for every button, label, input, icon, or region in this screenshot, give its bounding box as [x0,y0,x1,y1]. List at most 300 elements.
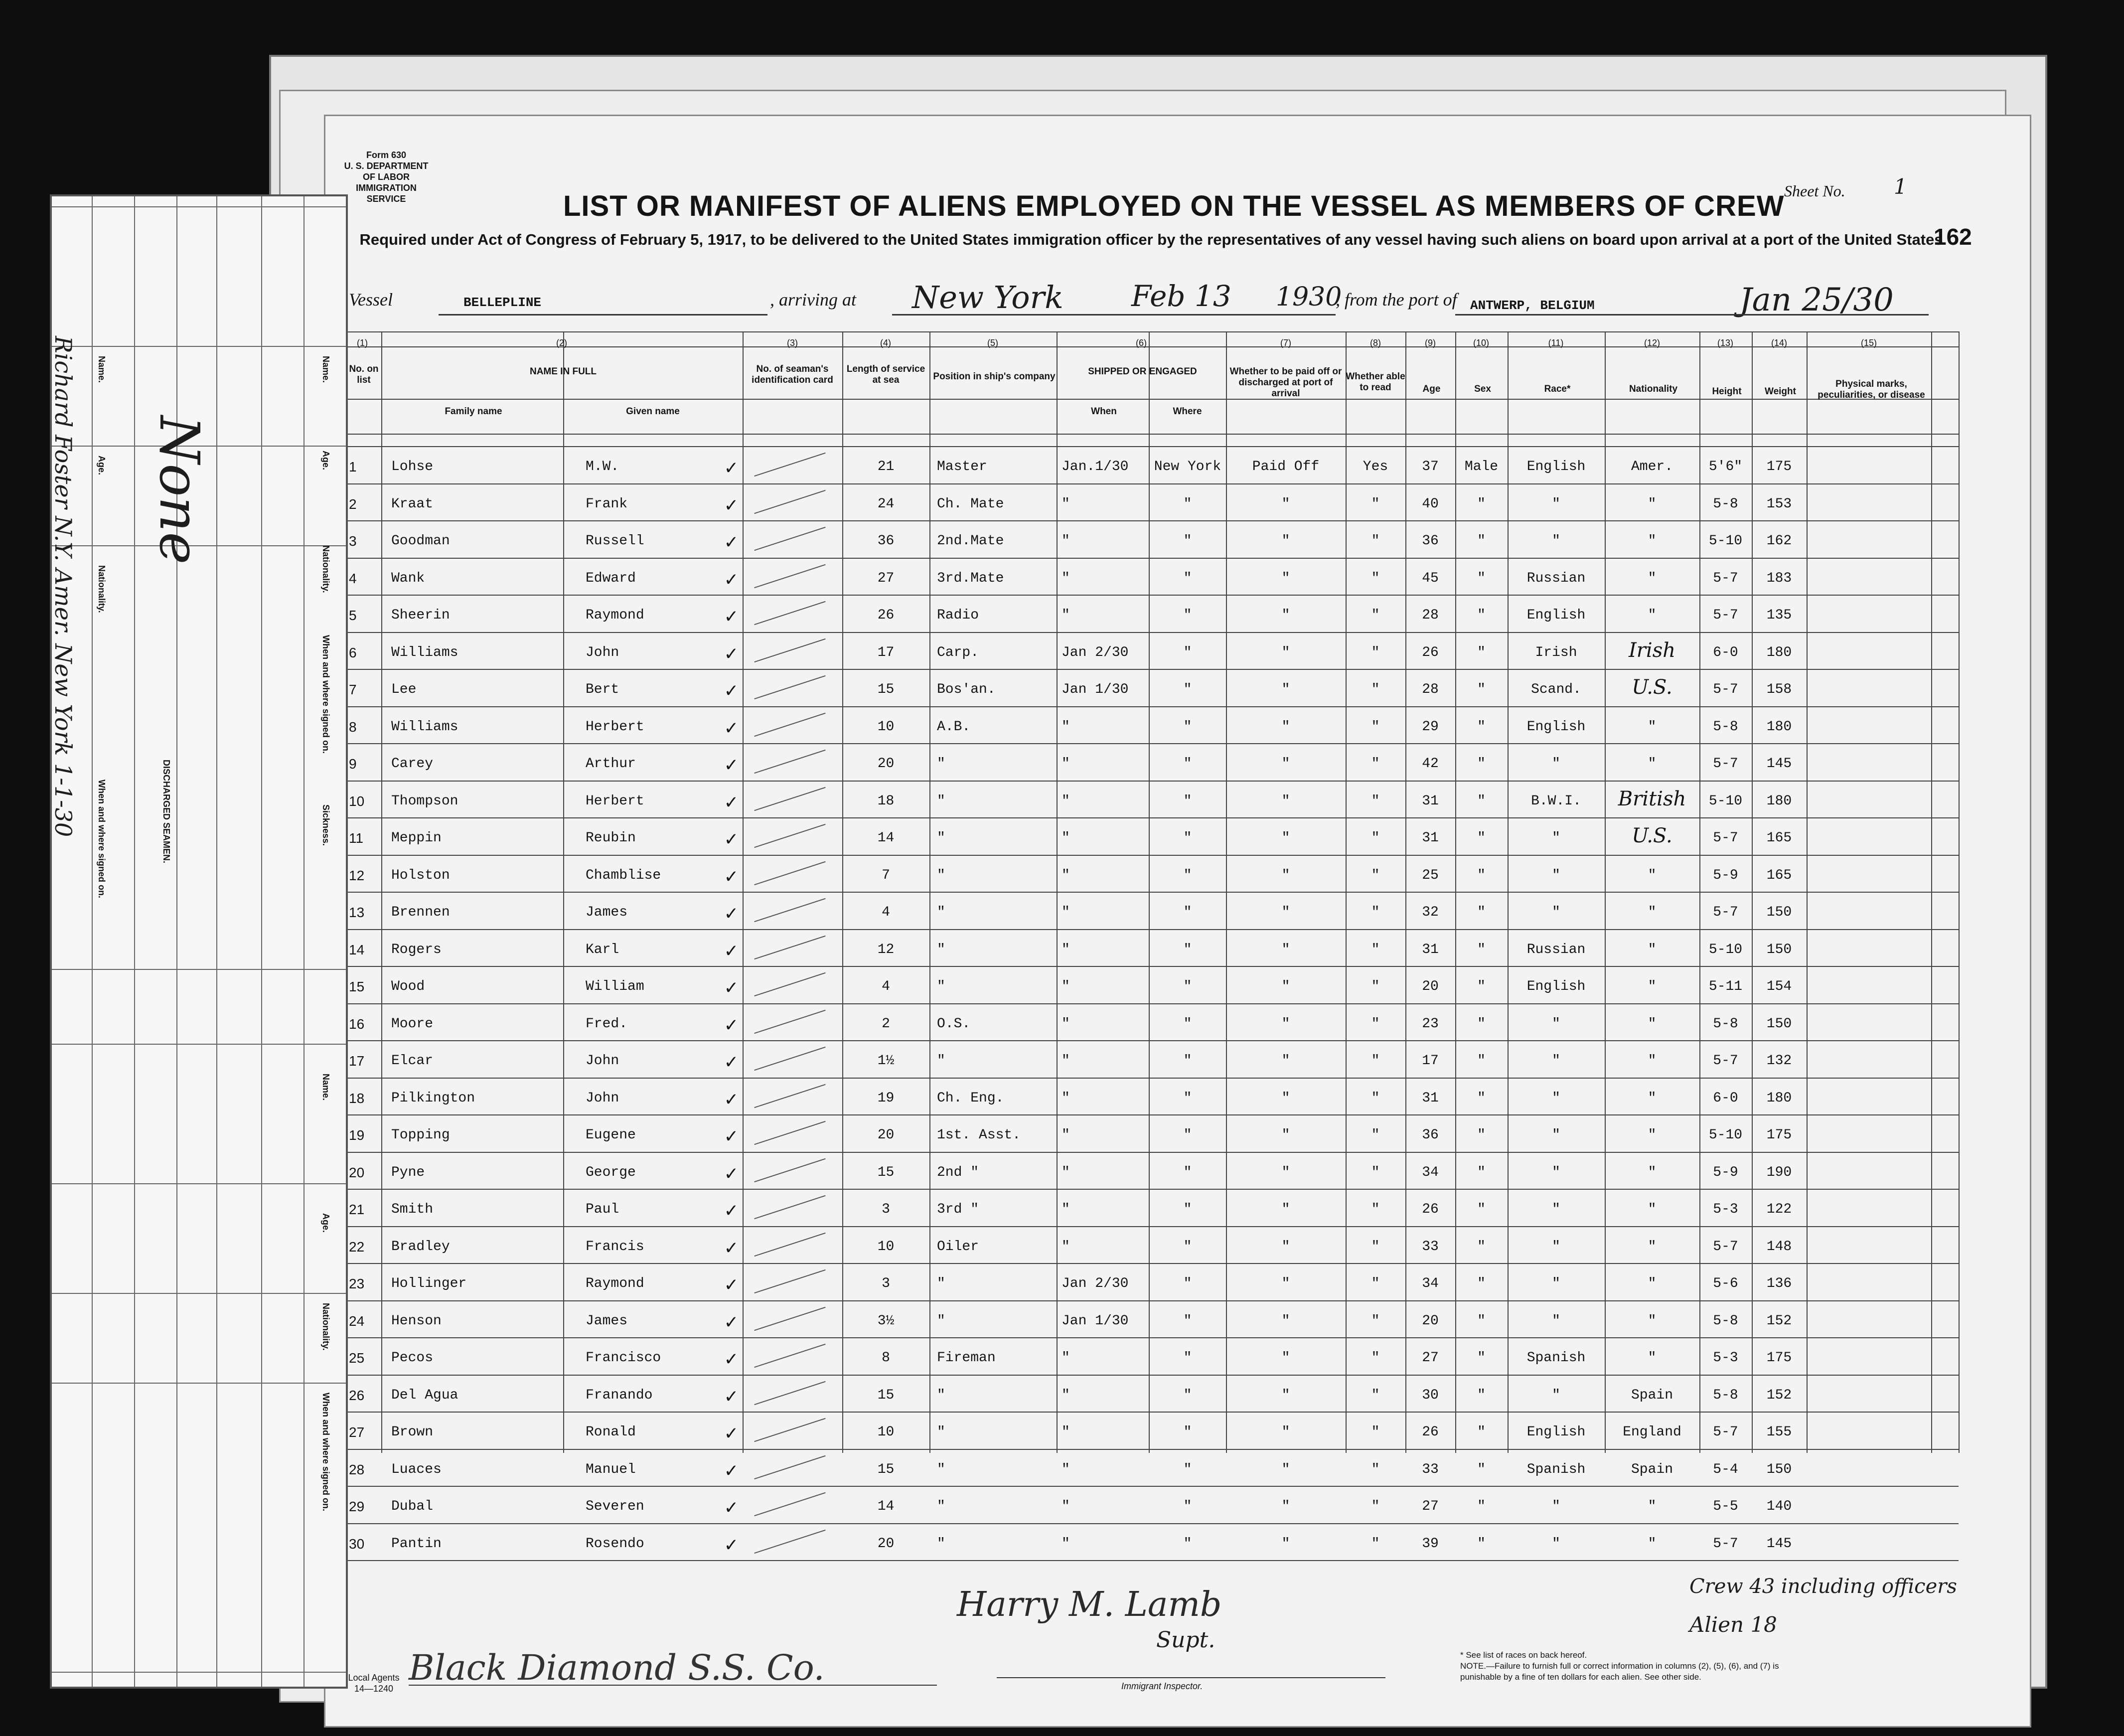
cell-ht: 5-3 [1713,1350,1738,1366]
cell-sex: " [1477,1053,1486,1069]
cell-sex: " [1477,496,1486,512]
discharged-row-rule [52,1293,346,1294]
cell-race: Spanish [1526,1350,1586,1366]
cell-wt: 180 [1766,645,1792,660]
cell-read: " [1371,719,1380,735]
cell-sex: Male [1464,459,1499,474]
cell-svc: 36 [877,533,895,549]
cell-nat: " [1648,608,1657,623]
cell-race: B.W.I. [1531,793,1581,809]
cell-ht: 5-9 [1713,1165,1738,1180]
cell-sex: " [1477,830,1486,846]
cell-svc: 20 [877,756,895,772]
check-mark-icon: ✓ [725,532,738,555]
cell-age: 40 [1422,496,1439,512]
check-mark-icon: ✓ [725,644,738,666]
check-mark-icon: ✓ [725,1275,738,1297]
discharged-age-label-2: Age. [97,456,107,475]
cell-wt: 153 [1766,496,1792,512]
cell-ht: 5-10 [1708,533,1743,549]
cell-when: " [1062,1536,1070,1552]
cell-race: English [1526,979,1586,994]
cell-race: Spanish [1526,1462,1586,1477]
cell-ht: 5-7 [1713,1424,1738,1440]
cell-ht: 5-8 [1713,1016,1738,1032]
form-header [339,150,434,204]
cell-sex: " [1477,793,1486,809]
cell-family: Topping [391,1127,450,1143]
cell-race: Russian [1526,571,1586,586]
cell-n: 20 [349,1165,365,1180]
cell-nat: " [1648,905,1657,920]
check-mark-icon: ✓ [725,1312,738,1335]
column-number: (6) [1136,338,1147,348]
table-row-rule [344,855,1959,856]
cell-when: " [1062,1053,1070,1069]
agents-underline [409,1685,937,1686]
cell-given: Herbert [586,793,644,809]
check-mark-icon: ✓ [725,978,738,1000]
cell-when: Jan 2/30 [1062,1276,1129,1291]
cell-sex: " [1477,1536,1486,1552]
column-number: (3) [787,338,798,348]
cell-read: " [1371,1165,1380,1180]
col-paid-header: Whether to be paid off or discharged at port of arrival [1229,366,1342,399]
cell-where: " [1183,1016,1192,1032]
cell-where: " [1183,608,1192,623]
cell-race: " [1552,1053,1560,1069]
cell-family: Smith [391,1202,434,1217]
cell-ht: 5-8 [1713,719,1738,735]
cell-paid: " [1281,868,1290,883]
cell-pos: " [937,1388,945,1403]
check-mark-icon: ✓ [725,829,738,852]
cell-age: 37 [1422,459,1439,474]
cell-where: " [1183,1499,1192,1514]
cell-when: " [1062,608,1070,623]
cell-where: New York [1154,459,1221,474]
table-row-rule [344,1300,1959,1301]
cell-nat: Spain [1631,1388,1673,1403]
cell-where: " [1183,830,1192,846]
cell-sex: " [1477,571,1486,586]
cell-when: " [1062,719,1070,735]
cell-ht: 5-7 [1713,608,1738,623]
cell-family: Del Agua [391,1388,458,1403]
cell-where: " [1183,571,1192,586]
discharged-row-rule [52,1383,346,1384]
cell-read: " [1371,608,1380,623]
cell-pos: " [937,830,945,846]
cell-given: Karl [586,942,619,957]
cell-svc: 3 [882,1276,890,1291]
cell-where: " [1183,868,1192,883]
cell-sex: " [1477,645,1486,660]
cell-when: " [1062,533,1070,549]
alien-note: Alien 18 [1689,1612,1777,1637]
cell-pos: Ch. Mate [937,496,1004,512]
cell-svc: 20 [877,1127,895,1143]
cell-n: 10 [349,793,365,809]
cell-age: 30 [1422,1388,1439,1403]
cell-ht: 5-5 [1713,1499,1738,1514]
page-title: LIST OR MANIFEST OF ALIENS EMPLOYED ON THE VESSEL AS MEMBERS OF CREW [563,190,1785,222]
cell-svc: 15 [877,1165,895,1180]
cell-given: Frank [586,496,628,512]
cell-where: " [1183,1462,1192,1477]
cell-svc: 18 [877,793,895,809]
cell-svc: 10 [877,1239,895,1255]
discharged-row-rule [52,1183,346,1184]
cell-family: Brennen [391,905,450,920]
cell-given: Herbert [586,719,644,735]
discharged-row-rule [52,969,346,970]
cell-n: 16 [349,1016,365,1032]
cell-sex: " [1477,1499,1486,1514]
col-nationality-header: Nationality [1629,384,1678,394]
check-mark-icon: ✓ [725,1164,738,1186]
cell-family: Hollinger [391,1276,467,1291]
cell-paid: " [1281,1091,1290,1106]
cell-read: " [1371,1424,1380,1440]
cell-wt: 136 [1766,1276,1792,1291]
discharged-column-rule [261,196,262,1687]
cell-where: " [1183,533,1192,549]
vessel-label: Vessel [349,290,393,310]
cell-nat: " [1648,942,1657,957]
cell-wt: 165 [1766,830,1792,846]
cell-paid: " [1281,1499,1290,1514]
cell-race: " [1552,1165,1560,1180]
cell-paid: " [1281,608,1290,623]
cell-nat: " [1648,1350,1657,1366]
check-mark-icon: ✓ [725,1090,738,1112]
col-position-header: Position in ship's company [933,371,1056,382]
cell-given: Eugene [586,1127,636,1143]
cell-age: 39 [1422,1536,1439,1552]
discharged-name-label: Name. [97,356,107,383]
check-mark-icon: ✓ [725,867,738,889]
cell-given: Fred. [586,1016,628,1032]
cell-read: " [1371,756,1380,772]
column-number: (14) [1771,338,1787,348]
cell-family: Bradley [391,1239,450,1255]
cell-ht: 5-7 [1713,756,1738,772]
cell-given: John [586,1091,619,1106]
cell-read: " [1371,793,1380,809]
cell-where: " [1183,793,1192,809]
cell-family: Williams [391,719,458,735]
cell-pos: " [937,1276,945,1291]
cell-wt: 140 [1766,1499,1792,1514]
table-row-rule [344,483,1959,484]
check-mark-icon: ✓ [725,1201,738,1223]
check-mark-icon: ✓ [725,941,738,963]
cell-pos: Radio [937,608,979,623]
cell-family: Sheerin [391,608,450,623]
discharged-row-rule [52,1672,346,1673]
check-mark-icon: ✓ [725,1461,738,1483]
signature-title: Supt. [1156,1627,1215,1653]
cell-family: Lohse [391,459,434,474]
cell-where: " [1183,1239,1192,1255]
cell-wt: 148 [1766,1239,1792,1255]
cell-read: " [1371,942,1380,957]
cell-sex: " [1477,942,1486,957]
cell-wt: 175 [1766,1350,1792,1366]
discharged-name-label-2: Name. [321,356,331,383]
cell-family: Elcar [391,1053,434,1069]
cell-wt: 135 [1766,608,1792,623]
discharged-when-label-2: When and where signed on. [97,780,107,899]
cell-read: " [1371,1239,1380,1255]
cell-read: Yes [1363,459,1388,474]
table-row-rule [344,781,1959,782]
cell-when: " [1062,1016,1070,1032]
cell-family: Wank [391,571,425,586]
cell-pos: " [937,1536,945,1552]
cell-sex: " [1477,979,1486,994]
cell-when: Jan 1/30 [1062,1313,1129,1329]
col-name-header: NAME IN FULL [529,366,597,377]
cell-age: 34 [1422,1165,1439,1180]
table-row-rule [344,1486,1959,1487]
vessel-underline [439,314,767,316]
cell-pos: 2nd " [937,1165,979,1180]
cell-ht: 5-10 [1708,942,1743,957]
table-row-rule [344,331,1959,332]
cell-svc: 8 [882,1350,890,1366]
cell-svc: 27 [877,571,895,586]
cell-paid: " [1281,1424,1290,1440]
cell-n: 4 [349,571,357,586]
cell-pos: Bos'an. [937,682,996,697]
cell-n: 28 [349,1462,365,1477]
cell-age: 31 [1422,1091,1439,1106]
cell-nat: " [1648,533,1657,549]
cell-family: Henson [391,1313,442,1329]
check-mark-icon: ✓ [725,755,738,778]
cell-read: " [1371,979,1380,994]
cell-age: 25 [1422,868,1439,883]
table-row-rule [344,669,1959,670]
discharged-nationality-label: Nationality. [321,545,331,593]
cell-wt: 165 [1766,868,1792,883]
cell-n: 13 [349,905,365,920]
cell-paid: " [1281,496,1290,512]
cell-race: " [1552,1536,1560,1552]
cell-nat: " [1648,1239,1657,1255]
form-number: Form 630 [366,150,407,160]
page-subtitle: Required under Act of Congress of February 5, 1917, to be delivered to the United States immigration officer by the representatives of any vessel having such aliens on board upon arrival at a port of the United States [359,231,1943,248]
discharged-age-label-3: Age. [321,1213,331,1233]
inspector-underline [997,1677,1385,1678]
cell-ht: 5-4 [1713,1462,1738,1477]
cell-age: 31 [1422,793,1439,809]
cell-read: " [1371,868,1380,883]
cell-wt: 175 [1766,459,1792,474]
arrival-date: Feb 13 [1131,279,1231,313]
cell-family: Dubal [391,1499,434,1514]
cell-sex: " [1477,1165,1486,1180]
col-read-header: Whether able to read [1346,371,1405,393]
cell-when: Jan 1/30 [1062,682,1129,697]
cell-n: 11 [349,830,364,846]
column-number: (7) [1280,338,1291,348]
cell-sex: " [1477,1202,1486,1217]
table-row-rule [344,434,1959,435]
cell-svc: 24 [877,496,895,512]
cell-n: 3 [349,533,357,549]
cell-svc: 20 [877,1536,895,1552]
cell-paid: " [1281,645,1290,660]
cell-sex: " [1477,1462,1486,1477]
cell-where: " [1183,1313,1192,1329]
cell-race: " [1552,1127,1560,1143]
cell-nat: U.S. [1632,824,1672,847]
discharged-column-rule [92,196,93,1687]
cell-given: Franando [586,1388,653,1403]
cell-ht: 6-0 [1713,645,1738,660]
cell-wt: 183 [1766,571,1792,586]
cell-where: " [1183,905,1192,920]
cell-read: " [1371,1462,1380,1477]
cell-ht: 5-7 [1713,1053,1738,1069]
cell-where: " [1183,719,1192,735]
cell-given: Paul [586,1202,619,1217]
table-row-rule [344,1449,1959,1450]
cell-given: Bert [586,682,619,697]
cell-n: 27 [349,1424,365,1440]
cell-paid: " [1281,682,1290,697]
cell-n: 14 [349,942,365,957]
cell-n: 17 [349,1053,365,1069]
cell-wt: 132 [1766,1053,1792,1069]
arriving-port: New York [912,279,1063,316]
column-number: (15) [1860,338,1877,348]
cell-age: 33 [1422,1239,1439,1255]
discharged-name-label-3: Name. [321,1074,331,1101]
cell-n: 15 [349,979,365,994]
cell-when: " [1062,979,1070,994]
cell-pos: " [937,1053,945,1069]
cell-when: Jan.1/30 [1062,459,1129,474]
column-number: (10) [1473,338,1489,348]
cell-pos: " [937,1462,945,1477]
cell-n: 21 [349,1202,365,1217]
check-mark-icon: ✓ [725,681,738,703]
cell-paid: " [1281,905,1290,920]
col-when-header: When [1091,406,1117,417]
cell-age: 32 [1422,905,1439,920]
table-row-rule [344,632,1959,633]
cell-age: 28 [1422,682,1439,697]
cell-svc: 10 [877,719,895,735]
from-label: , from the port of [1336,290,1457,310]
cell-given: John [586,645,619,660]
cell-svc: 1½ [877,1053,895,1069]
cell-family: Meppin [391,830,442,846]
cell-svc: 10 [877,1424,895,1440]
cell-wt: 152 [1766,1388,1792,1403]
cell-read: " [1371,1053,1380,1069]
cell-family: Pyne [391,1165,425,1180]
cell-race: English [1526,719,1586,735]
cell-given: Arthur [586,756,636,772]
cell-paid: " [1281,1388,1290,1403]
discharged-handwritten-entry: Richard Foster N.Y. Amer. New York 1-1-30 [50,336,77,837]
cell-nat: British [1618,788,1686,810]
cell-family: Luaces [391,1462,442,1477]
cell-ht: 5-7 [1713,905,1738,920]
cell-age: 20 [1422,1313,1439,1329]
cell-sex: " [1477,1239,1486,1255]
cell-pos: Fireman [937,1350,996,1366]
cell-nat: " [1648,1127,1657,1143]
cell-paid: " [1281,942,1290,957]
cell-wt: 150 [1766,1016,1792,1032]
discharged-row-rule [52,346,346,347]
footnote-fine: NOTE.—Failure to furnish full or correct information in columns (2), (5), (6), and (7) is punishable by a fine of ten dollars for each alien. See other side. [1460,1661,1779,1682]
cell-svc: 7 [882,868,890,883]
cell-given: M.W. [586,459,619,474]
cell-wt: 145 [1766,1536,1792,1552]
cell-race: " [1552,1499,1560,1514]
cell-wt: 180 [1766,793,1792,809]
cell-when: " [1062,1127,1070,1143]
cell-race: Scand. [1531,682,1581,697]
cell-race: " [1552,1016,1560,1032]
cell-race: " [1552,905,1560,920]
cell-wt: 155 [1766,1424,1792,1440]
table-row-rule [344,1375,1959,1376]
cell-pos: " [937,905,945,920]
table-row-rule [344,558,1959,559]
check-mark-icon: ✓ [725,1498,738,1520]
cell-age: 26 [1422,1202,1439,1217]
agents-code: 14—1240 [354,1684,394,1694]
cell-pos: Oiler [937,1239,979,1255]
cell-sex: " [1477,1127,1486,1143]
cell-sex: " [1477,608,1486,623]
cell-read: " [1371,533,1380,549]
cell-paid: " [1281,1053,1290,1069]
cell-pos: 2nd.Mate [937,533,1004,549]
col-sex-header: Sex [1474,384,1491,394]
column-number: (12) [1644,338,1660,348]
check-mark-icon: ✓ [725,718,738,741]
cell-when: " [1062,1388,1070,1403]
cell-wt: 122 [1766,1202,1792,1217]
cell-n: 7 [349,682,357,697]
cell-ht: 5-7 [1713,830,1738,846]
table-row-rule [344,966,1959,967]
cell-age: 20 [1422,979,1439,994]
discharged-when-label-3: When and where signed on. [321,1393,331,1512]
cell-given: Reubin [586,830,636,846]
check-mark-icon: ✓ [725,1349,738,1372]
cell-given: Manuel [586,1462,636,1477]
sheet-label: Sheet No. [1784,182,1845,200]
footnotes [1460,1650,1799,1683]
cell-wt: 150 [1766,942,1792,957]
discharged-title: DISCHARGED SEAMEN. [161,760,171,864]
cell-family: Brown [391,1424,434,1440]
cell-nat: " [1648,756,1657,772]
table-row-rule [344,1152,1959,1153]
column-number: (13) [1717,338,1733,348]
table-row-rule [344,446,1959,447]
